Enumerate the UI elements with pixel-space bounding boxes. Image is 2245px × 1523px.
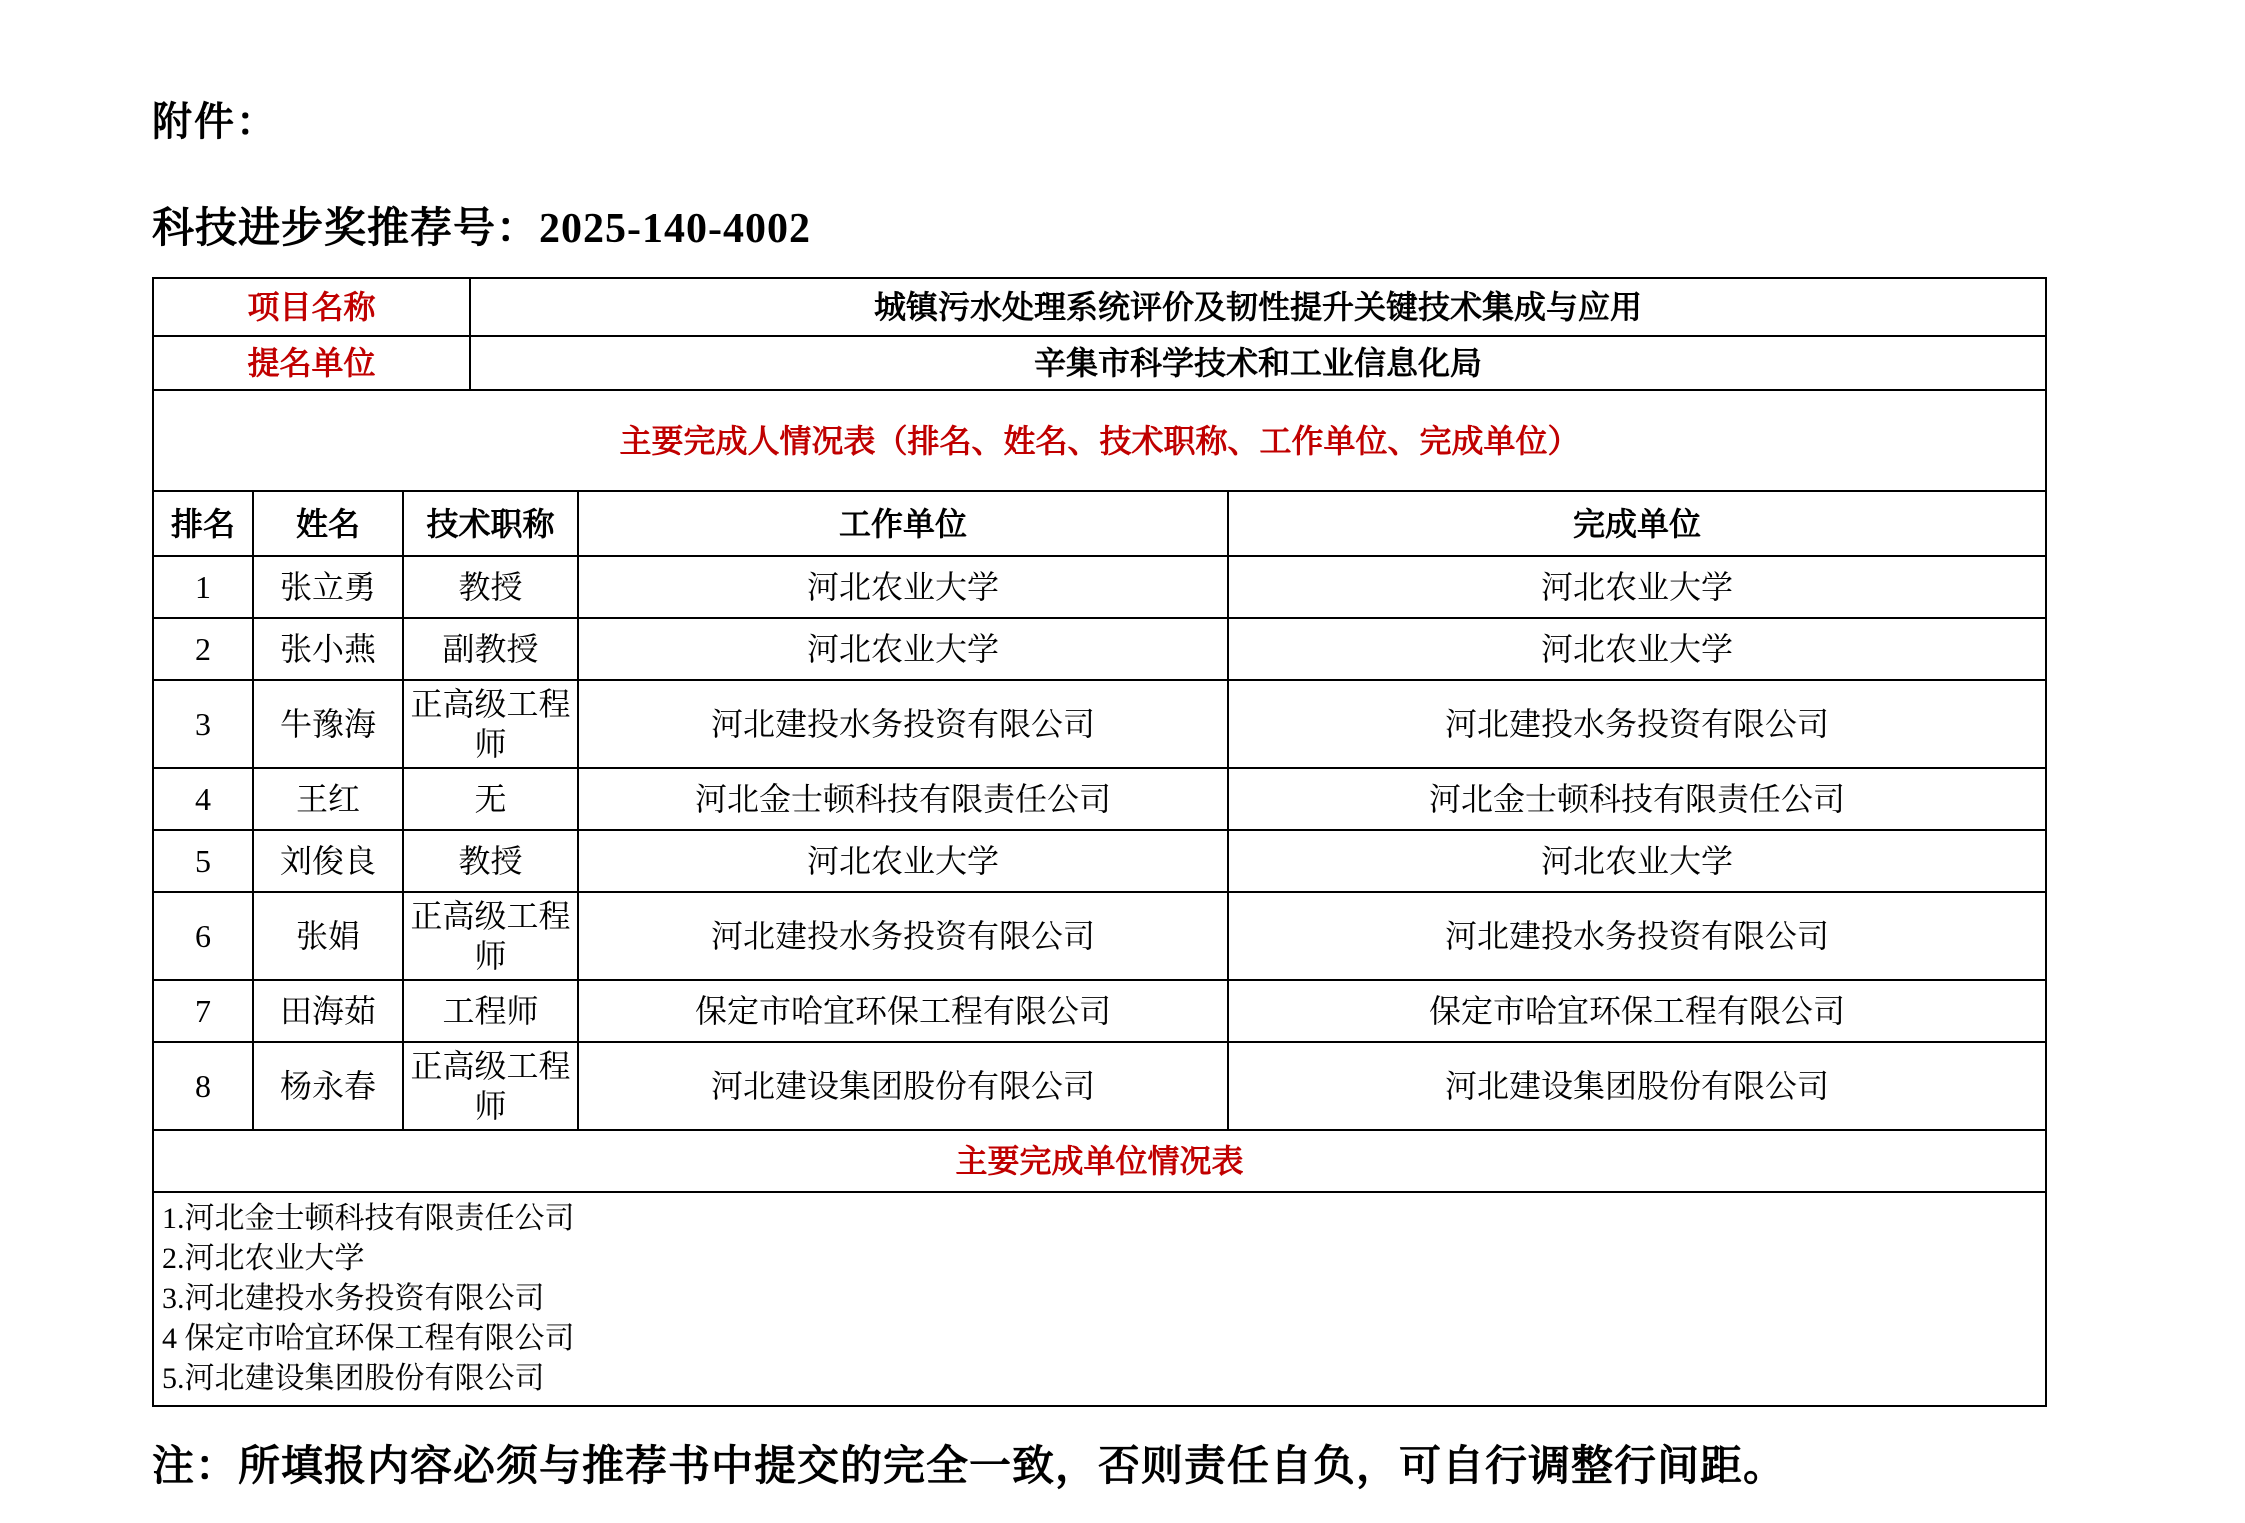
cell-rank: 1 — [153, 556, 253, 618]
col-header-title: 技术职称 — [403, 491, 578, 556]
cell-completion-unit: 河北建设集团股份有限公司 — [1228, 1042, 2046, 1130]
col-header-completion-unit: 完成单位 — [1228, 491, 2046, 556]
completers-section-title: 主要完成人情况表（排名、姓名、技术职称、工作单位、完成单位） — [153, 390, 2046, 491]
completer-row — [153, 980, 2046, 1042]
col-header-rank: 排名 — [153, 491, 253, 556]
cell-title: 正高级工程师 — [403, 680, 578, 768]
cell-rank: 2 — [153, 618, 253, 680]
cell-rank: 8 — [153, 1042, 253, 1130]
unit-list-item: 3.河北建投水务投资有限公司 — [162, 1282, 545, 1315]
unit-list-item: 2.河北农业大学 — [162, 1242, 365, 1275]
cell-rank: 3 — [153, 680, 253, 768]
nominating-unit-value: 辛集市科学技术和工业信息化局 — [470, 336, 2046, 390]
units-list-row — [153, 1192, 2046, 1406]
document-page — [152, 90, 2048, 1493]
project-info-table — [152, 277, 2047, 391]
completer-row — [153, 1042, 2046, 1130]
completer-row — [153, 768, 2046, 830]
cell-completion-unit: 河北农业大学 — [1228, 618, 2046, 680]
unit-list-item: 4 保定市哈宜环保工程有限公司 — [162, 1322, 575, 1355]
cell-work-unit: 河北农业大学 — [578, 830, 1228, 892]
cell-rank: 4 — [153, 768, 253, 830]
info-row-project-name — [153, 278, 2046, 336]
cell-completion-unit: 河北农业大学 — [1228, 556, 2046, 618]
unit-list-item: 5.河北建设集团股份有限公司 — [162, 1362, 545, 1395]
cell-work-unit: 河北金士顿科技有限责任公司 — [578, 768, 1228, 830]
cell-work-unit: 河北建投水务投资有限公司 — [578, 680, 1228, 768]
cell-rank: 5 — [153, 830, 253, 892]
cell-work-unit: 河北建设集团股份有限公司 — [578, 1042, 1228, 1130]
cell-name: 张立勇 — [253, 556, 403, 618]
cell-rank: 7 — [153, 980, 253, 1042]
completer-row — [153, 892, 2046, 980]
cell-work-unit: 保定市哈宜环保工程有限公司 — [578, 980, 1228, 1042]
cell-work-unit: 河北建投水务投资有限公司 — [578, 892, 1228, 980]
attachment-label: 附件： — [152, 100, 278, 144]
cell-completion-unit: 保定市哈宜环保工程有限公司 — [1228, 980, 2046, 1042]
cell-name: 刘俊良 — [253, 830, 403, 892]
nominating-unit-label: 提名单位 — [153, 336, 470, 390]
cell-name: 王红 — [253, 768, 403, 830]
completers-table — [152, 389, 2047, 1407]
cell-completion-unit: 河北农业大学 — [1228, 830, 2046, 892]
units-list — [153, 1192, 2046, 1406]
completer-row — [153, 556, 2046, 618]
cell-completion-unit: 河北金士顿科技有限责任公司 — [1228, 768, 2046, 830]
cell-name: 田海茹 — [253, 980, 403, 1042]
cell-title: 教授 — [403, 830, 578, 892]
award-number-value: 2025-140-4002 — [539, 206, 811, 252]
project-name-label: 项目名称 — [153, 278, 470, 336]
cell-title: 正高级工程师 — [403, 1042, 578, 1130]
completer-row — [153, 830, 2046, 892]
cell-name: 杨永春 — [253, 1042, 403, 1130]
note-text: 注：所填报内容必须与推荐书中提交的完全一致，否则责任自负，可自行调整行间距。 — [152, 1444, 1787, 1490]
cell-rank: 6 — [153, 892, 253, 980]
completers-header-row — [153, 491, 2046, 556]
cell-title: 正高级工程师 — [403, 892, 578, 980]
cell-completion-unit: 河北建投水务投资有限公司 — [1228, 680, 2046, 768]
project-name-value: 城镇污水处理系统评价及韧性提升关键技术集成与应用 — [470, 278, 2046, 336]
info-row-nominating-unit — [153, 336, 2046, 390]
col-header-name: 姓名 — [253, 491, 403, 556]
units-section-title: 主要完成单位情况表 — [153, 1130, 2046, 1192]
col-header-work-unit: 工作单位 — [578, 491, 1228, 556]
cell-title: 无 — [403, 768, 578, 830]
completers-section-title-row — [153, 390, 2046, 491]
award-number-line — [152, 195, 2048, 255]
cell-name: 张小燕 — [253, 618, 403, 680]
unit-list-item: 1.河北金士顿科技有限责任公司 — [162, 1202, 575, 1235]
award-number-label: 科技进步奖推荐号： — [152, 206, 540, 252]
completer-row — [153, 680, 2046, 768]
cell-work-unit: 河北农业大学 — [578, 556, 1228, 618]
cell-title: 教授 — [403, 556, 578, 618]
cell-name: 张娟 — [253, 892, 403, 980]
cell-title: 副教授 — [403, 618, 578, 680]
cell-work-unit: 河北农业大学 — [578, 618, 1228, 680]
cell-title: 工程师 — [403, 980, 578, 1042]
cell-name: 牛豫海 — [253, 680, 403, 768]
units-section-title-row — [153, 1130, 2046, 1192]
completer-row — [153, 618, 2046, 680]
cell-completion-unit: 河北建投水务投资有限公司 — [1228, 892, 2046, 980]
